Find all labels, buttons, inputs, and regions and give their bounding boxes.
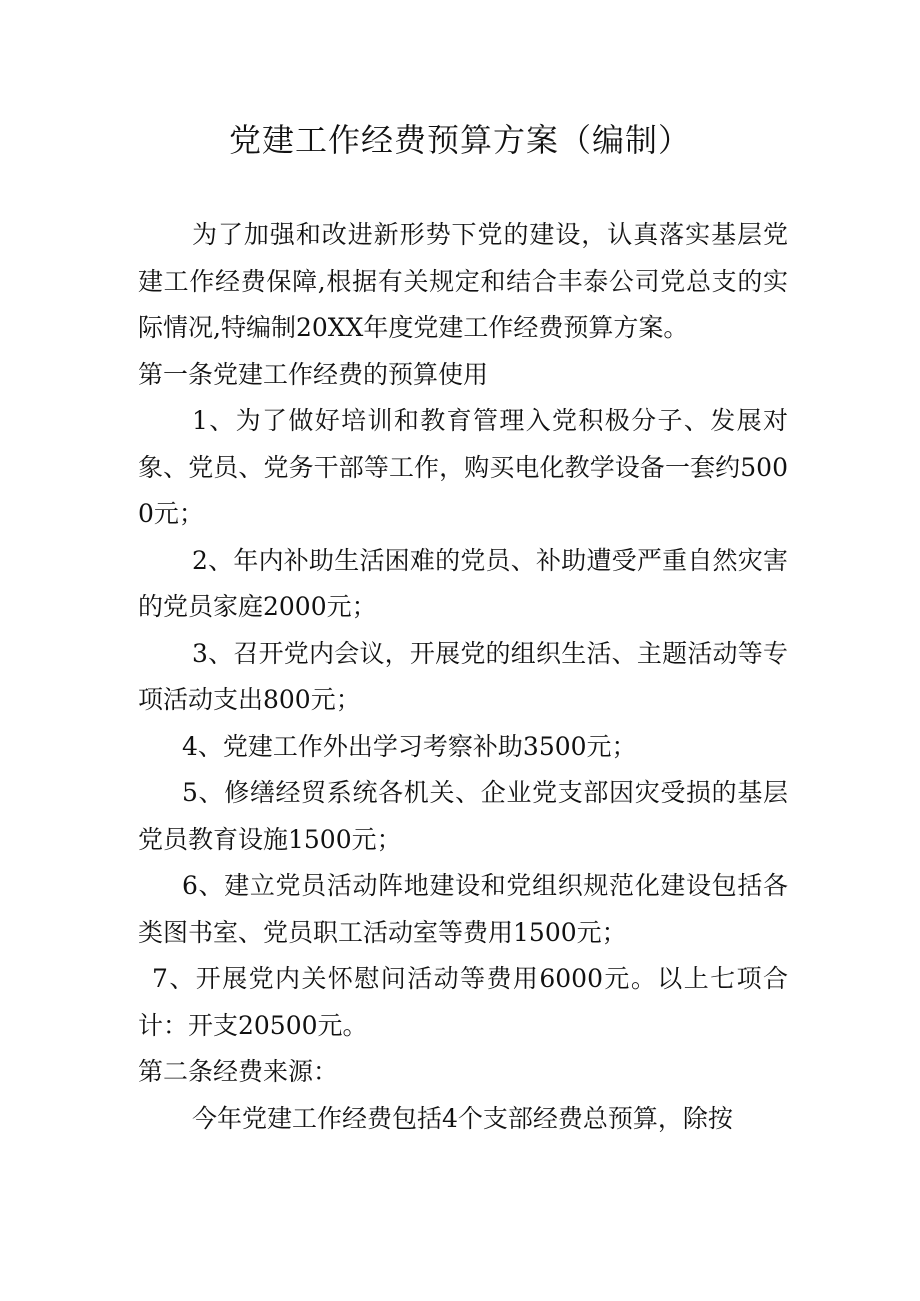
article-two-heading: 第二条经费来源： bbox=[138, 1057, 339, 1086]
budget-item-3: 3、召开党内会议，开展党的组织生活、主题活动等专项活动支出800元； bbox=[138, 638, 788, 714]
budget-item-1: 1、为了做好培训和教育管理入党积极分子、发展对象、党员、党务干部等工作，购买电化教学设备一套约5000元； bbox=[138, 406, 788, 528]
budget-item-6: 6、建立党员活动阵地建设和党组织规范化建设包括各类图书室、党员职工活动室等费用1500元； bbox=[138, 871, 788, 947]
budget-item-7: 7、开展党内关怀慰问活动等费用6000元。以上七项合计：开支20500元。 bbox=[138, 964, 788, 1040]
article-one-heading: 第一条党建工作经费的预算使用 bbox=[138, 359, 489, 389]
budget-item-4: 4、党建工作外出学习考察补助3500元； bbox=[182, 731, 637, 761]
budget-item-2: 2、年内补助生活困难的党员、补助遭受严重自然灾害的党员家庭2000元； bbox=[138, 545, 788, 621]
document-title: 党建工作经费预算方案（编制） bbox=[228, 121, 691, 159]
funding-source-paragraph: 今年党建工作经费包括4个支部经费总预算，除按 bbox=[192, 1103, 733, 1133]
budget-item-5: 5、修缮经贸系统各机关、企业党支部因灾受损的基层党员教育设施1500元； bbox=[138, 778, 788, 854]
document-body bbox=[138, 212, 788, 1142]
intro-paragraph: 为了加强和改进新形势下党的建设，认真落实基层党建工作经费保障,根据有关规定和结合丰泰公司党总支的实际情况,特编制20XX年度党建工作经费预算方案。 bbox=[138, 220, 788, 342]
